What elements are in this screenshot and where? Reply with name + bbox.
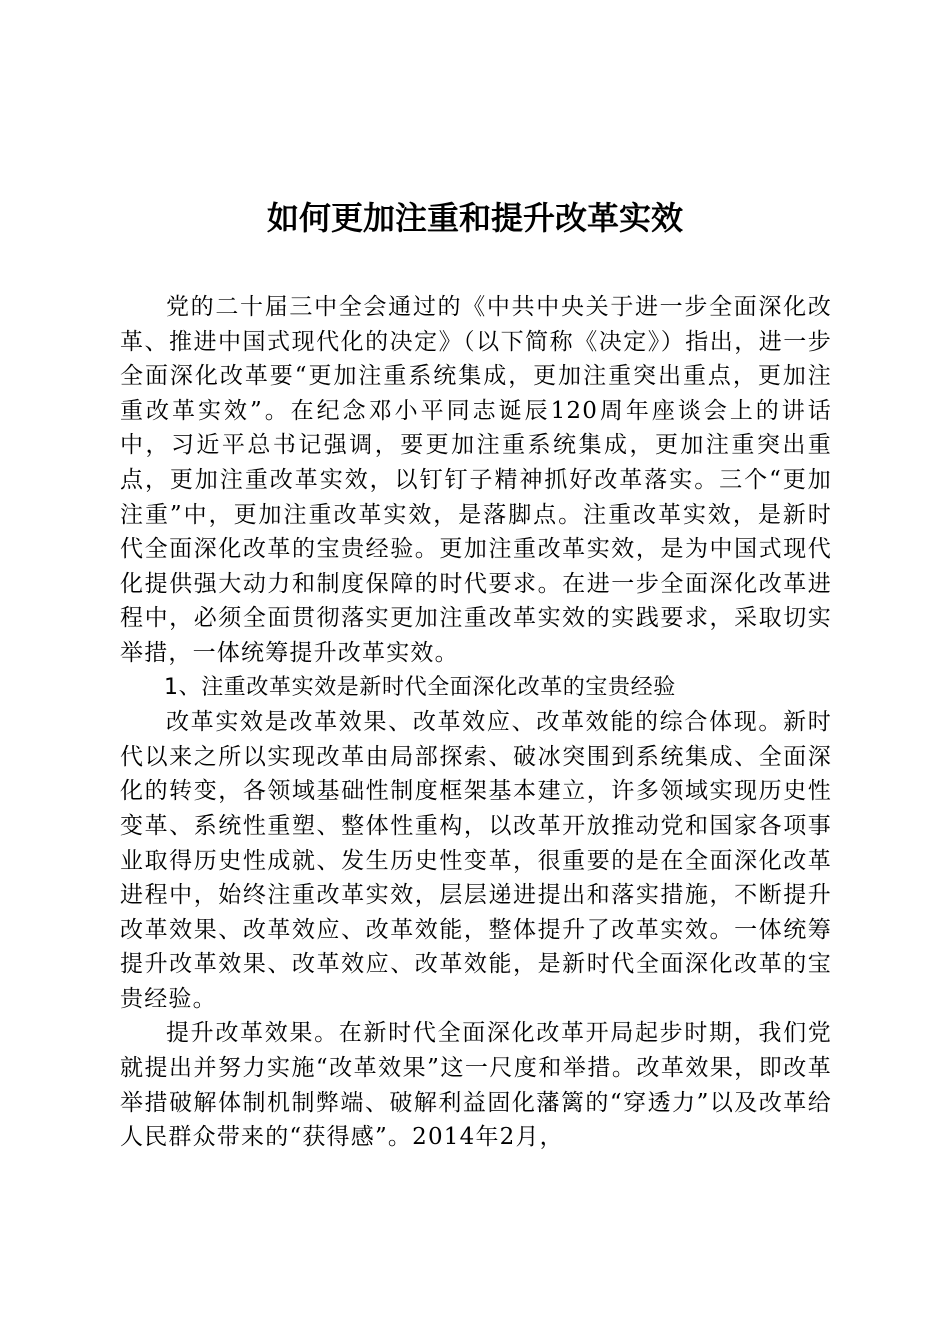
section-paragraph-2: 提升改革效果。在新时代全面深化改革开局起步时期，我们党就提出并努力实施“改革效果”这一尺度和举措。改革效果，即改革举措破解体制机制弊端、破解利益固化藩篱的“穿透力”以及改革给人民群众带来的“获得感”。2014年2月， (120, 1020, 832, 1151)
section-heading: 1、注重改革实效是新时代全面深化改革的宝贵经验 (164, 674, 676, 700)
document-body (120, 290, 832, 1155)
document-title: 如何更加注重和提升改革实效 (266, 199, 683, 237)
section-paragraph-1: 改革实效是改革效果、改革效应、改革效能的综合体现。新时代以来之所以实现改革由局部探索、破冰突围到系统集成、全面深化的转变，各领域基础性制度框架基本建立，许多领域实现历史性变革、系统性重塑、整体性重构，以改革开放推动党和国家各项事业取得历史性成就、发生历史性变革，很重要的是在全面深化改革进程中，始终注重改革实效，层层递进提出和落实措施，不断提升改革效果、改革效应、改革效能，整体提升了改革实效。一体统筹提升改革效果、改革效应、改革效能，是新时代全面深化改革的宝贵经验。 (120, 709, 832, 1012)
intro-paragraph: 党的二十届三中全会通过的《中共中央关于进一步全面深化改革、推进中国式现代化的决定》（以下简称《决定》）指出，进一步全面深化改革要“更加注重系统集成，更加注重突出重点，更加注重改革实效”。在纪念邓小平同志诞辰120周年座谈会上的讲话中，习近平总书记强调，要更加注重系统集成，更加注重突出重点，更加注重改革实效，以钉钉子精神抓好改革落实。三个“更加注重”中，更加注重改革实效，是落脚点。注重改革实效，是新时代全面深化改革的宝贵经验。更加注重改革实效，是为中国式现代化提供强大动力和制度保障的时代要求。在进一步全面深化改革进程中，必须全面贯彻落实更加注重改革实效的实践要求，采取切实举措，一体统筹提升改革实效。 (120, 294, 832, 666)
